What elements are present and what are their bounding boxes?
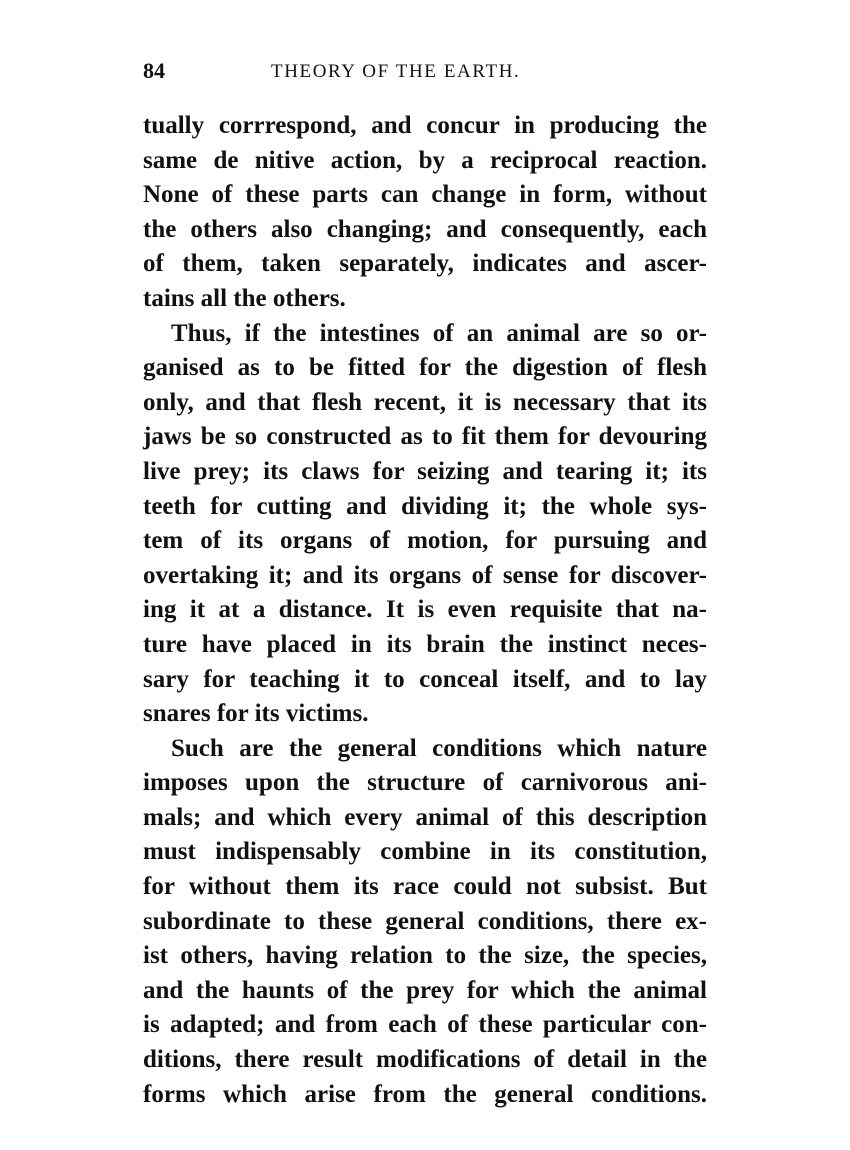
text-line: ganised as to be fitted for the digestion of flesh	[143, 354, 707, 382]
text-line: forms which arise from the general conditions.	[143, 1080, 707, 1108]
text-line: only, and that flesh recent, it is necessary that its	[143, 388, 707, 416]
body-text	[143, 109, 707, 1112]
text-line: tains all the others.	[143, 284, 346, 312]
text-line: Thus, if the intestines of an animal are so or-	[171, 319, 707, 347]
text-line: teeth for cutting and dividing it; the whole sys-	[143, 492, 707, 520]
text-line: the others also changing; and consequently, each	[143, 215, 707, 243]
text-line: subordinate to these general conditions, there ex-	[143, 907, 707, 935]
text-line: tually corrrespond, and concur in producing the	[143, 112, 707, 139]
running-title: THEORY OF THE EARTH.	[271, 61, 521, 82]
text-line: mals; and which every animal of this description	[143, 803, 707, 831]
text-line: for without them its race could not subsist. But	[143, 873, 707, 901]
text-line: of them, taken separately, indicates and ascer-	[143, 250, 707, 278]
text-line: imposes upon the structure of carnivorous ani-	[143, 769, 707, 797]
text-line: jaws be so constructed as to fit them for devouring	[143, 423, 707, 451]
text-line: must indispensably combine in its constitution,	[143, 838, 707, 866]
text-line: is adapted; and from each of these particular con-	[143, 1011, 707, 1039]
text-line: Such are the general conditions which nature	[171, 734, 707, 762]
text-line: ture have placed in its brain the instinct neces-	[143, 630, 707, 658]
text-line: snares for its victims.	[143, 700, 369, 728]
text-line: ing it at a distance. It is even requisite that na-	[143, 596, 707, 624]
text-line: live prey; its claws for seizing and tearing it; its	[143, 457, 707, 485]
page-header	[143, 56, 707, 90]
text-line: None of these parts can change in form, without	[143, 181, 707, 209]
text-line: tem of its organs of motion, for pursuing and	[143, 527, 707, 555]
text-line: ditions, there result modifications of detail in the	[143, 1046, 707, 1074]
text-line: ist others, having relation to the size, the species,	[143, 942, 707, 970]
page-number: 84	[143, 58, 165, 83]
text-line: sary for teaching it to conceal itself, and to lay	[143, 665, 707, 693]
text-line: overtaking it; and its organs of sense for discover-	[143, 561, 707, 589]
text-line: and the haunts of the prey for which the animal	[143, 976, 707, 1004]
text-line: same de nitive action, by a reciprocal reaction.	[143, 146, 707, 174]
